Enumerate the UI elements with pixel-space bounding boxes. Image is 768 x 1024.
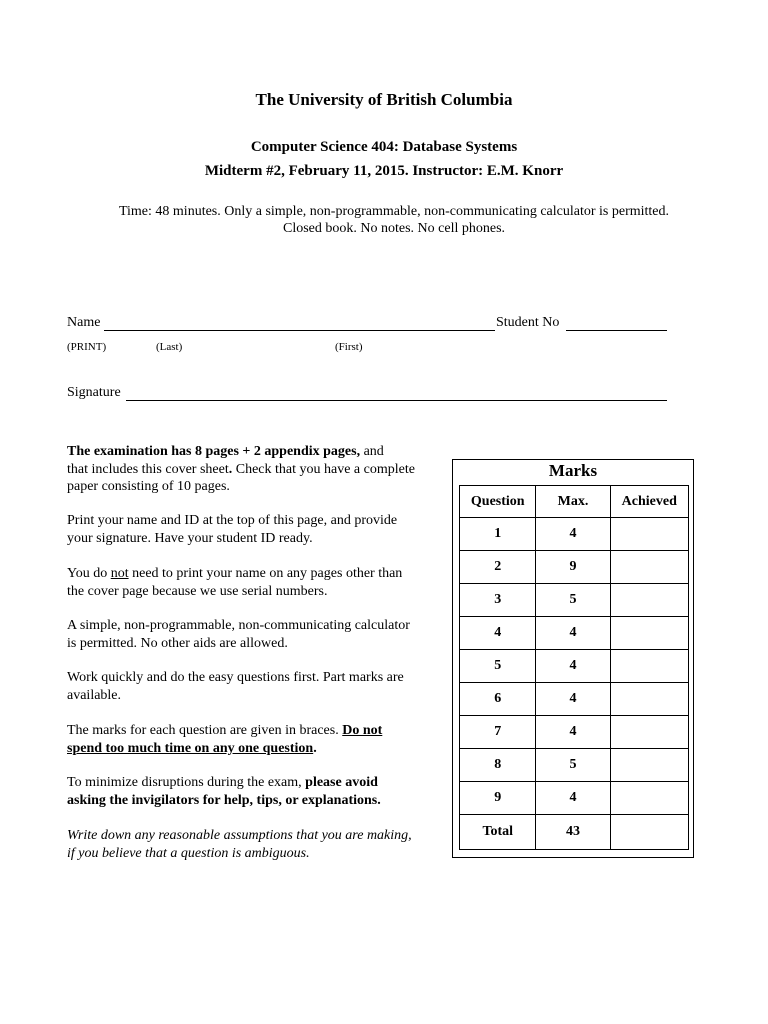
- instruction-work-quickly: Work quickly and do the easy questions first. Part marks are available.: [67, 670, 404, 703]
- table-row: [460, 551, 689, 584]
- print-hint: (PRINT): [67, 341, 107, 353]
- table-row: [460, 584, 689, 617]
- achieved-mark: [610, 716, 689, 749]
- question-number: 1: [460, 518, 536, 551]
- table-row: [460, 716, 689, 749]
- achieved-mark: [610, 749, 689, 782]
- table-row: [460, 683, 689, 716]
- table-row: [460, 617, 689, 650]
- table-row: [460, 782, 689, 815]
- time-rules-line2: Closed book. No notes. No cell phones.: [282, 221, 506, 236]
- total-max: 43: [536, 815, 610, 850]
- midterm-info: Midterm #2, February 11, 2015. Instructor: E.M. Knorr: [204, 163, 564, 179]
- instruction-disruptions: To minimize disruptions during the exam, please avoid asking the invigilators for help, tips, or explanations.: [67, 775, 381, 808]
- table-row: [460, 749, 689, 782]
- max-mark: 4: [536, 617, 610, 650]
- achieved-mark: [610, 650, 689, 683]
- time-rules-line1: Time: 48 minutes. Only a simple, non-programmable, non-communicating calculator is permitted.: [118, 204, 670, 219]
- marks-panel: [452, 459, 694, 858]
- instruction-serial: You do not need to print your name on any pages other than the cover page because we use serial numbers.: [67, 566, 403, 599]
- question-number: 2: [460, 551, 536, 584]
- marks-title: Marks: [548, 461, 598, 480]
- total-achieved: [610, 815, 689, 850]
- question-number: 7: [460, 716, 536, 749]
- table-row: [460, 650, 689, 683]
- instruction-name-id: Print your name and ID at the top of this page, and provide your signature. Have your student ID ready.: [67, 513, 398, 546]
- course-title: Computer Science 404: Database Systems: [250, 139, 518, 155]
- question-number: 6: [460, 683, 536, 716]
- header-achieved: Achieved: [610, 486, 689, 518]
- question-number: 4: [460, 617, 536, 650]
- total-label: Total: [460, 815, 536, 850]
- instruction-pages: The examination has 8 pages + 2 appendix pages, and that includes this cover sheet. Check that you have a complete paper consisting of 10 pages.: [67, 444, 415, 494]
- name-field[interactable]: [104, 316, 495, 331]
- max-mark: 4: [536, 650, 610, 683]
- marks-header-row: [460, 486, 689, 518]
- student-no-label: Student No: [496, 315, 560, 330]
- max-mark: 4: [536, 782, 610, 815]
- max-mark: 5: [536, 749, 610, 782]
- name-label: Name: [67, 315, 101, 330]
- question-number: 3: [460, 584, 536, 617]
- signature-label: Signature: [67, 385, 121, 400]
- question-number: 9: [460, 782, 536, 815]
- table-row: [460, 518, 689, 551]
- instruction-calculator: A simple, non-programmable, non-communicating calculator is permitted. No other aids are allowed.: [67, 618, 410, 651]
- last-hint: (Last): [156, 341, 183, 353]
- max-mark: 4: [536, 683, 610, 716]
- max-mark: 9: [536, 551, 610, 584]
- question-number: 5: [460, 650, 536, 683]
- instruction-assumptions: Write down any reasonable assumptions that you are making, if you believe that a question is ambiguous.: [67, 828, 412, 861]
- student-no-field[interactable]: [566, 316, 667, 331]
- achieved-mark: [610, 584, 689, 617]
- achieved-mark: [610, 551, 689, 584]
- marks-table: [459, 485, 689, 850]
- first-hint: (First): [335, 341, 363, 353]
- university-title: The University of British Columbia: [255, 90, 513, 109]
- header-max: Max.: [536, 486, 610, 518]
- max-mark: 5: [536, 584, 610, 617]
- achieved-mark: [610, 518, 689, 551]
- signature-field[interactable]: [126, 386, 667, 401]
- achieved-mark: [610, 782, 689, 815]
- achieved-mark: [610, 617, 689, 650]
- question-number: 8: [460, 749, 536, 782]
- achieved-mark: [610, 683, 689, 716]
- max-mark: 4: [536, 716, 610, 749]
- instruction-marks: The marks for each question are given in braces. Do not spend too much time on any one question.: [67, 723, 383, 756]
- header-question: Question: [460, 486, 536, 518]
- max-mark: 4: [536, 518, 610, 551]
- total-row: [460, 815, 689, 850]
